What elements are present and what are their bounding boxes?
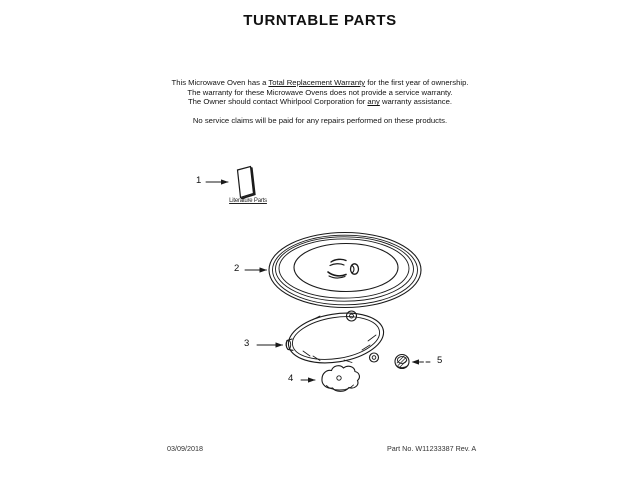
callout-number-5: 5 (437, 355, 443, 366)
underlined-any: any (367, 97, 380, 107)
literature-pack-label: Literature Parts (229, 198, 267, 204)
coupler-illustration (322, 366, 359, 392)
callout-number-1: 1 (196, 175, 202, 186)
warranty-line-2: The warranty for these Microwave Ovens does not provide a service warranty. (187, 87, 453, 97)
page-title: TURNTABLE PARTS (243, 12, 397, 29)
footer-date: 03/09/2018 (167, 444, 203, 453)
warranty-line-4: No service claims will be paid for any repairs performed on these products. (192, 115, 448, 125)
footer-part-number: Part No. W11233387 Rev. A (387, 444, 477, 453)
underlined-warranty-term: Total Replacement Warranty (268, 78, 366, 87)
roller-ring-illustration (285, 307, 387, 369)
glass-tray-illustration (269, 233, 421, 308)
callout-number-3: 3 (244, 338, 250, 349)
warranty-line-1: This Microwave Oven has a Total Replacement Warranty for the first year of ownership. (171, 78, 469, 87)
literature-pack-illustration (238, 167, 255, 199)
callout-number-2: 2 (234, 263, 240, 274)
hub-illustration (395, 355, 409, 369)
callout-number-4: 4 (288, 373, 294, 384)
warranty-line-3: The Owner should contact Whirlpool Corporation for any warranty assistance. (187, 97, 453, 107)
